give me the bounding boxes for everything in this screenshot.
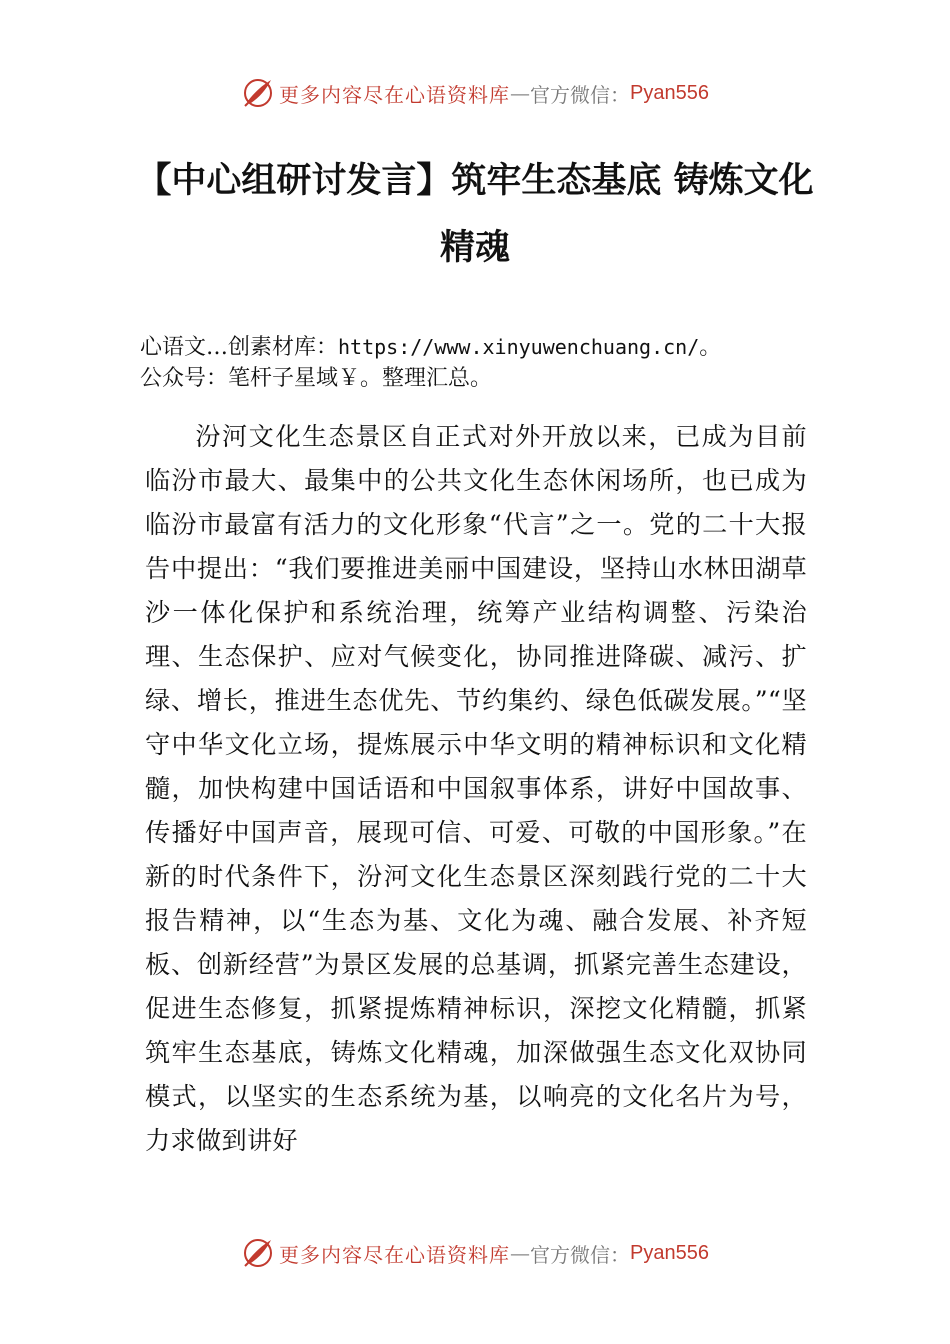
- header-banner: [0, 73, 950, 113]
- source-info: [140, 332, 830, 394]
- source-prefix: 心语文…创素材库：: [140, 335, 339, 360]
- banner-wechat-id: Pyan556: [630, 1241, 709, 1264]
- source-url: https://www.xinyuwenchuang.cn/: [338, 335, 700, 359]
- banner-separator: —: [510, 81, 531, 105]
- banner-wechat-label: 官方微信：: [530, 1242, 631, 1267]
- footer-banner: [0, 1233, 950, 1273]
- feather-pen-logo-icon: [241, 1236, 275, 1270]
- feather-pen-logo-icon: [241, 76, 275, 110]
- source-line-1: [140, 332, 830, 363]
- banner-slogan: 更多内容尽在心语资料库: [279, 82, 511, 107]
- body-paragraph: 汾河文化生态景区自正式对外开放以来，已成为目前临汾市最大、最集中的公共文化生态休闲场所，也已成为临汾市最富有活力的文化形象“代言”之一。党的二十大报告中提出：“我们要推进美丽中国建设，坚持山水林田湖草沙一体化保护和系统治理，统筹产业结构调整、污染治理、生态保护、应对气候变化，协同推进降碳、减污、扩绿、增长，推进生态优先、节约集约、绿色低碳发展。”“坚守中华文化立场，提炼展示中华文明的精神标识和文化精髓，加快构建中国话语和中国叙事体系，讲好中国故事、传播好中国声音，展现可信、可爱、可敬的中国形象。”在新的时代条件下，汾河文化生态景区深刻践行党的二十大报告精神，以“生态为基、文化为魂、融合发展、补齐短板、创新经营”为景区发展的总基调，抓紧完善生态建设，促进生态修复，抓紧提炼精神标识，深挖文化精髓，抓紧筑牢生态基底，铸炼文化精魂，加深做强生态文化双协同模式，以坚实的生态系统为基，以响亮的文化名片为号，力求做到讲好: [145, 422, 807, 1155]
- banner-wechat-label: 官方微信：: [530, 82, 631, 107]
- banner-wechat-id: Pyan556: [630, 81, 709, 104]
- source-line-2: 公众号：笔杆子星域￥。整理汇总。: [140, 366, 493, 391]
- banner-slogan: 更多内容尽在心语资料库: [279, 1242, 511, 1267]
- source-suffix: 。: [699, 335, 722, 360]
- banner-separator: —: [510, 1241, 531, 1265]
- document-title: 【中心组研讨发言】筑牢生态基底 铸炼文化精魂: [136, 161, 814, 268]
